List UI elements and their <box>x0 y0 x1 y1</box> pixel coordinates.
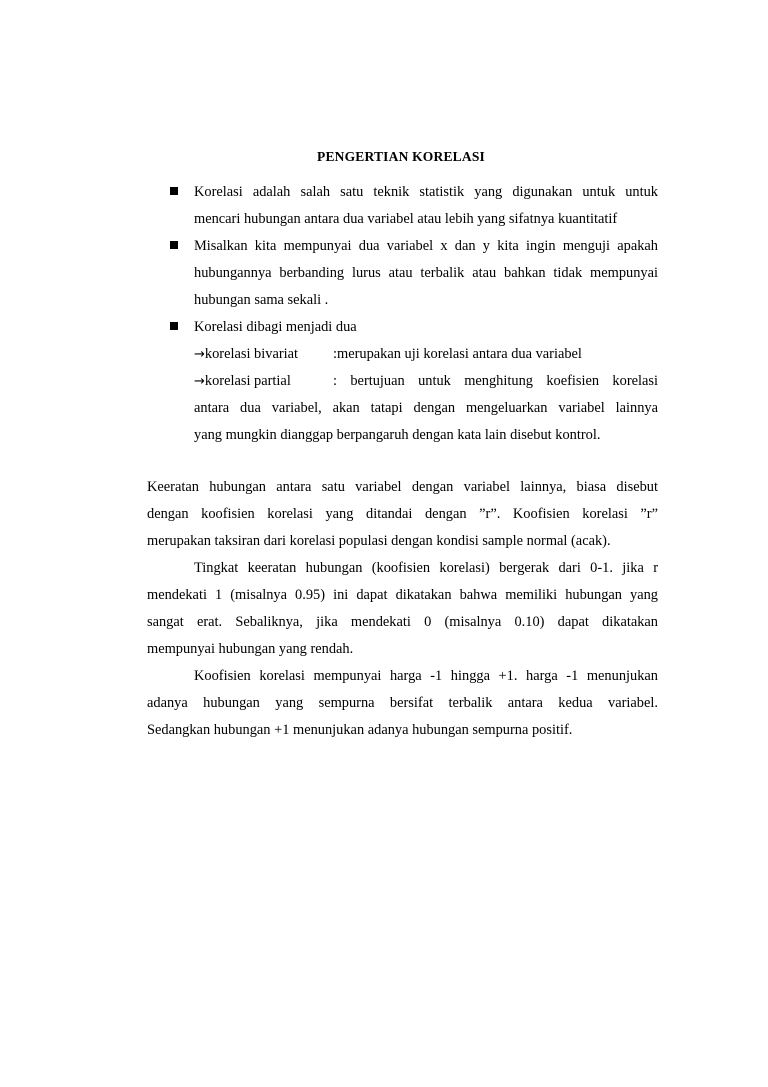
bullet-3-line-1: Korelasi dibagi menjadi dua <box>194 319 357 335</box>
bullet-1-line-1: Korelasi adalah salah satu teknik statistik yang digunakan untuk untuk <box>194 184 658 200</box>
sub-item-definition: : bertujuan untuk menghitung koefisien korelasi <box>333 373 658 389</box>
sub-item-partial-continuation-1: antara dua variabel, akan tatapi dengan mengeluarkan variabel lainnya <box>194 400 658 416</box>
arrow-right-icon: → <box>194 347 205 362</box>
bullet-marker <box>170 241 178 249</box>
bullet-2-line-2: hubungannya berbanding lurus atau terbalik atau bahkan tidak mempunyai <box>194 265 658 281</box>
sub-item-bivariat <box>194 345 658 364</box>
paragraph-2-line-2: mendekati 1 (misalnya 0.95) ini dapat dikatakan bahwa memiliki hubungan yang <box>147 587 658 603</box>
paragraph-1-line-3: merupakan taksiran dari korelasi populasi dengan kondisi sample normal (acak). <box>147 533 611 549</box>
paragraph-2-line-3: sangat erat. Sebaliknya, jika mendekati 0 (misalnya 0.10) dapat dikatakan <box>147 614 658 630</box>
page-title: PENGERTIAN KORELASI <box>317 149 485 164</box>
paragraph-2-line-1: Tingkat keeratan hubungan (koofisien korelasi) bergerak dari 0-1. jika r <box>194 560 658 576</box>
paragraph-3-line-1: Koofisien korelasi mempunyai harga -1 hingga +1. harga -1 menunjukan <box>194 668 658 684</box>
sub-item-term: korelasi partial <box>204 373 291 389</box>
paragraph-1-line-2: dengan koofisien korelasi yang ditandai dengan ”r”. Koofisien korelasi ”r” <box>147 506 658 522</box>
paragraph-3-line-3: Sedangkan hubungan +1 menunjukan adanya hubungan sempurna positif. <box>147 722 573 738</box>
sub-item-definition: :merupakan uji korelasi antara dua variabel <box>333 346 582 362</box>
bullet-2-line-1: Misalkan kita mempunyai dua variabel x dan y kita ingin menguji apakah <box>194 238 658 254</box>
bullet-marker <box>170 322 178 330</box>
bullet-marker <box>170 187 178 195</box>
bullet-2-line-3: hubungan sama sekali . <box>194 292 329 308</box>
sub-item-term: korelasi bivariat <box>204 346 299 362</box>
paragraph-2-line-4: mempunyai hubungan yang rendah. <box>147 641 354 657</box>
sub-item-partial <box>194 372 658 391</box>
paragraph-3-line-2: adanya hubungan yang sempurna bersifat terbalik antara kedua variabel. <box>147 695 658 711</box>
paragraph-1-line-1: Keeratan hubungan antara satu variabel dengan variabel lainnya, biasa disebut <box>147 479 658 495</box>
bullet-1-line-2: mencari hubungan antara dua variabel atau lebih yang sifatnya kuantitatif <box>194 211 618 227</box>
sub-item-partial-continuation-2: yang mungkin dianggap berpangaruh dengan kata lain disebut kontrol. <box>194 427 601 443</box>
arrow-right-icon: → <box>194 374 205 389</box>
